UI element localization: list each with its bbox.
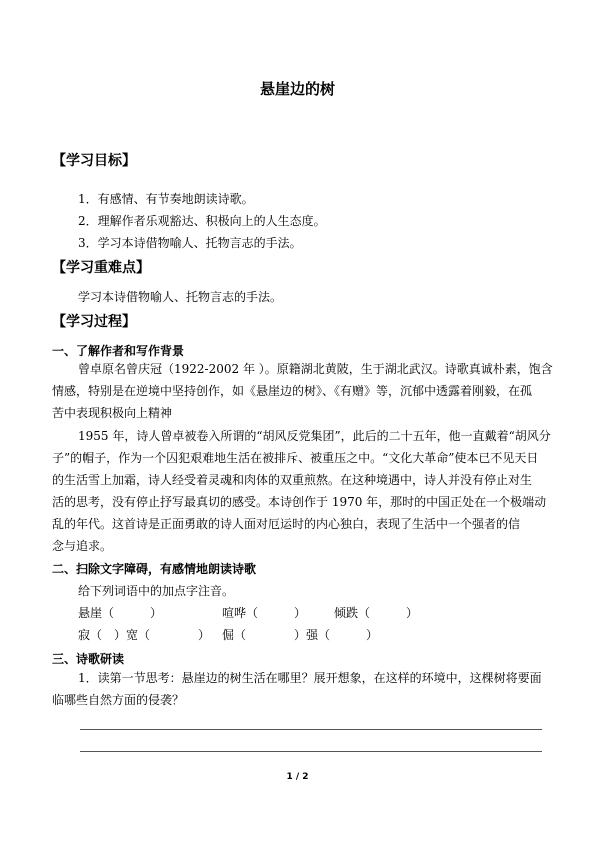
part2-heading: 二、扫除文字障碍，有感情地朗读诗歌 xyxy=(52,562,257,576)
key-points-text: 学习本诗借物喻人、托物言志的手法。 xyxy=(78,290,283,304)
question-line: 临哪些自然方面的侵袭？ xyxy=(52,693,185,707)
pinyin-item: 倔（ ）强（ ） xyxy=(222,628,379,642)
pinyin-instruction: 给下列词语中的加点字注音。 xyxy=(78,584,235,598)
pinyin-item: 悬崖（ ） xyxy=(78,606,163,620)
key-points-heading: 【学习重难点】 xyxy=(52,260,150,276)
goal-item: 3．学习本诗借物喻人、托物言志的手法。 xyxy=(78,236,302,250)
goals-heading: 【学习目标】 xyxy=(52,153,136,169)
paragraph-line: 1955 年，诗人曾卓被卷入所谓的“胡风反党集团”，此后的二十五年，他一直戴着“胡风分 xyxy=(78,429,551,443)
paragraph-line: 曾卓原名曾庆冠（1922-2002 年 ）。原籍湖北黄陂，生于湖北武汉。诗歌真诚朴素，饱含 xyxy=(78,362,553,376)
part1-heading: 一、了解作者和写作背景 xyxy=(52,344,185,358)
pinyin-item: 寂（ ）宽（ ） xyxy=(78,628,211,642)
answer-line[interactable] xyxy=(80,751,542,752)
paragraph-line: 活的思考，没有停止抒写最真切的感受。本诗创作于 1970 年，那时的中国正处在一个极端动 xyxy=(52,495,547,509)
paragraph-line: 情感，特别是在逆境中坚持创作，如《悬崖边的树》、《有赠》等，沉郁中透露着刚毅，在孤 xyxy=(52,384,533,398)
author-paragraph xyxy=(52,358,553,424)
pinyin-item: 喧哗（ ） xyxy=(222,606,307,620)
question-line: 1．读第一节思考：悬崖边的树生活在哪里？展开想象，在这样的环境中，这棵树将要面 xyxy=(78,671,542,685)
goal-item: 2．理解作者乐观豁达、积极向上的人生态度。 xyxy=(78,214,326,228)
paragraph-line: 乱的年代。这首诗是正面勇敢的诗人面对厄运时的内心独白，表现了生活中一个强者的信 xyxy=(52,517,521,531)
answer-line[interactable] xyxy=(80,729,542,730)
page-title: 悬崖边的树 xyxy=(259,80,335,98)
process-heading: 【学习过程】 xyxy=(52,314,136,330)
paragraph-line: 的生活雪上加霜，诗人经受着灵魂和肉体的双重煎熬。在这种境遇中，诗人并没有停止对生 xyxy=(52,473,533,487)
part3-heading: 三、诗歌研读 xyxy=(52,652,125,666)
question-paragraph xyxy=(52,667,542,711)
paragraph-line: 子”的帽子，作为一个囚犯艰难地生活在被排斥、被重压之中。“文化大革命”使本已不见天日 xyxy=(52,451,539,465)
pinyin-item: 倾跌（ ） xyxy=(334,606,419,620)
paragraph-line: 念与追求。 xyxy=(52,539,113,553)
paragraph-line: 苦中表现积极向上精神 xyxy=(52,406,173,420)
page-number: 1 / 2 xyxy=(286,772,309,782)
goal-item: 1．有感情、有节奏地朗读诗歌。 xyxy=(78,192,254,206)
background-paragraph xyxy=(52,425,551,557)
